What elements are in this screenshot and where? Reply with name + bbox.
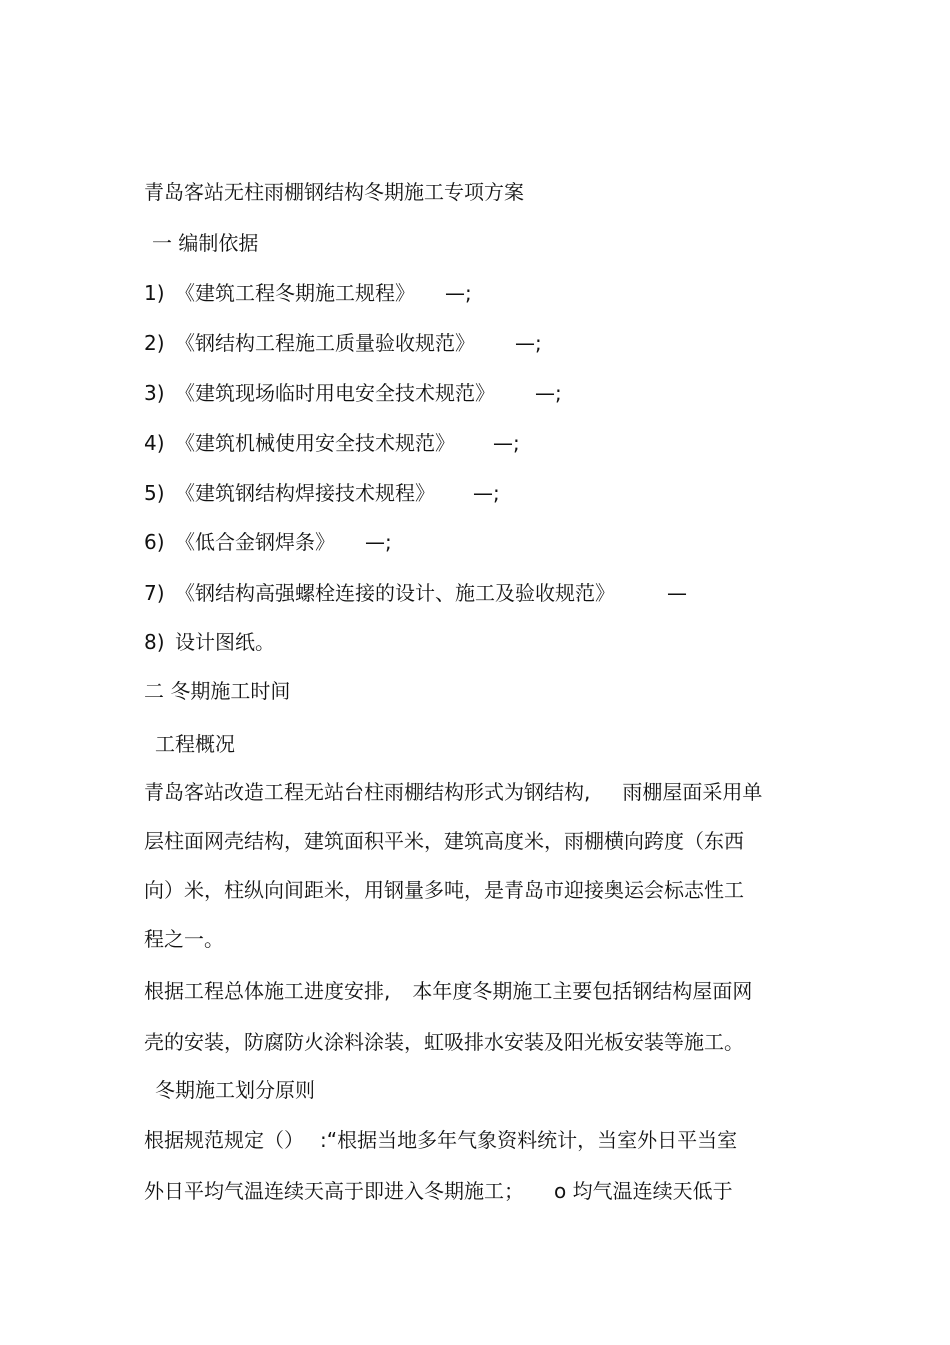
paragraph-line: 壳的安装，防腐防火涂料涂装，虹吸排水安装及阳光板安装等施工。	[144, 1030, 744, 1054]
list-item-text: 《建筑现场临时用电安全技术规范》	[175, 381, 495, 405]
list-item	[144, 280, 472, 306]
paragraph-line	[144, 1127, 737, 1153]
list-item-suffix: —;	[515, 331, 542, 355]
paragraph-line	[144, 1178, 733, 1204]
list-item-number: 3)	[144, 381, 165, 405]
list-item-text: 《建筑工程冬期施工规程》	[175, 281, 415, 305]
list-item-number: 4)	[144, 431, 165, 455]
paragraph-line: 向）米，柱纵向间距米，用钢量多吨，是青岛市迎接奥运会标志性工	[144, 878, 744, 902]
list-item-suffix: —;	[473, 481, 500, 505]
list-item-number: 2)	[144, 331, 165, 355]
list-item	[144, 480, 500, 506]
paragraph-text: 本年度冬期施工主要包括钢结构屋面网	[412, 979, 753, 1003]
paragraph-text: 雨棚屋面采用单	[622, 780, 763, 804]
list-item	[144, 529, 392, 555]
document-title: 青岛客站无柱雨棚钢结构冬期施工专项方案	[144, 180, 524, 204]
list-item	[144, 580, 687, 606]
list-item	[144, 330, 542, 356]
paragraph-text: o 均气温连续天低于	[554, 1179, 733, 1203]
list-item-text: 《建筑机械使用安全技术规范》	[175, 431, 455, 455]
list-item-text: 《建筑钢结构焊接技术规程》	[175, 481, 435, 505]
list-item-text: 设计图纸。	[175, 630, 275, 654]
list-item-suffix: —;	[365, 530, 392, 554]
subheading-division-principle: 冬期施工划分原则	[155, 1078, 315, 1102]
list-item-suffix: —;	[445, 281, 472, 305]
list-item	[144, 629, 275, 655]
paragraph-text: :“根据当地多年气象资料统计，当室外日平当室	[320, 1128, 738, 1152]
list-item-number: 6)	[144, 530, 165, 554]
paragraph-line	[144, 978, 752, 1004]
list-item	[144, 380, 562, 406]
paragraph-line: 层柱面网壳结构，建筑面积平米，建筑高度米，雨棚横向跨度（东西	[144, 829, 744, 853]
subheading-overview: 工程概况	[155, 732, 235, 756]
list-item	[144, 430, 520, 456]
list-item-text: 《钢结构工程施工质量验收规范》	[175, 331, 475, 355]
list-item-number: 8)	[144, 630, 165, 654]
list-item-suffix: —;	[493, 431, 520, 455]
list-item-suffix: —	[667, 581, 687, 605]
list-item-text: 《钢结构高强螺栓连接的设计、施工及验收规范》	[175, 581, 615, 605]
list-item-text: 《低合金钢焊条》	[175, 530, 335, 554]
paragraph-line: 程之一。	[144, 927, 224, 951]
paragraph-line	[144, 779, 762, 805]
list-item-number: 7)	[144, 581, 165, 605]
paragraph-text: 根据工程总体施工进度安排,	[144, 979, 391, 1003]
list-item-suffix: —;	[535, 381, 562, 405]
paragraph-text: 青岛客站改造工程无站台柱雨棚结构形式为钢结构,	[144, 780, 591, 804]
list-item-number: 5)	[144, 481, 165, 505]
paragraph-text: 根据规范规定（）	[144, 1128, 304, 1152]
paragraph-text: 外日平均气温连续天高于即进入冬期施工；	[144, 1179, 524, 1203]
section-heading-basis: 一 编制依据	[152, 231, 259, 255]
list-item-number: 1)	[144, 281, 165, 305]
section-heading-time: 二 冬期施工时间	[144, 679, 291, 703]
